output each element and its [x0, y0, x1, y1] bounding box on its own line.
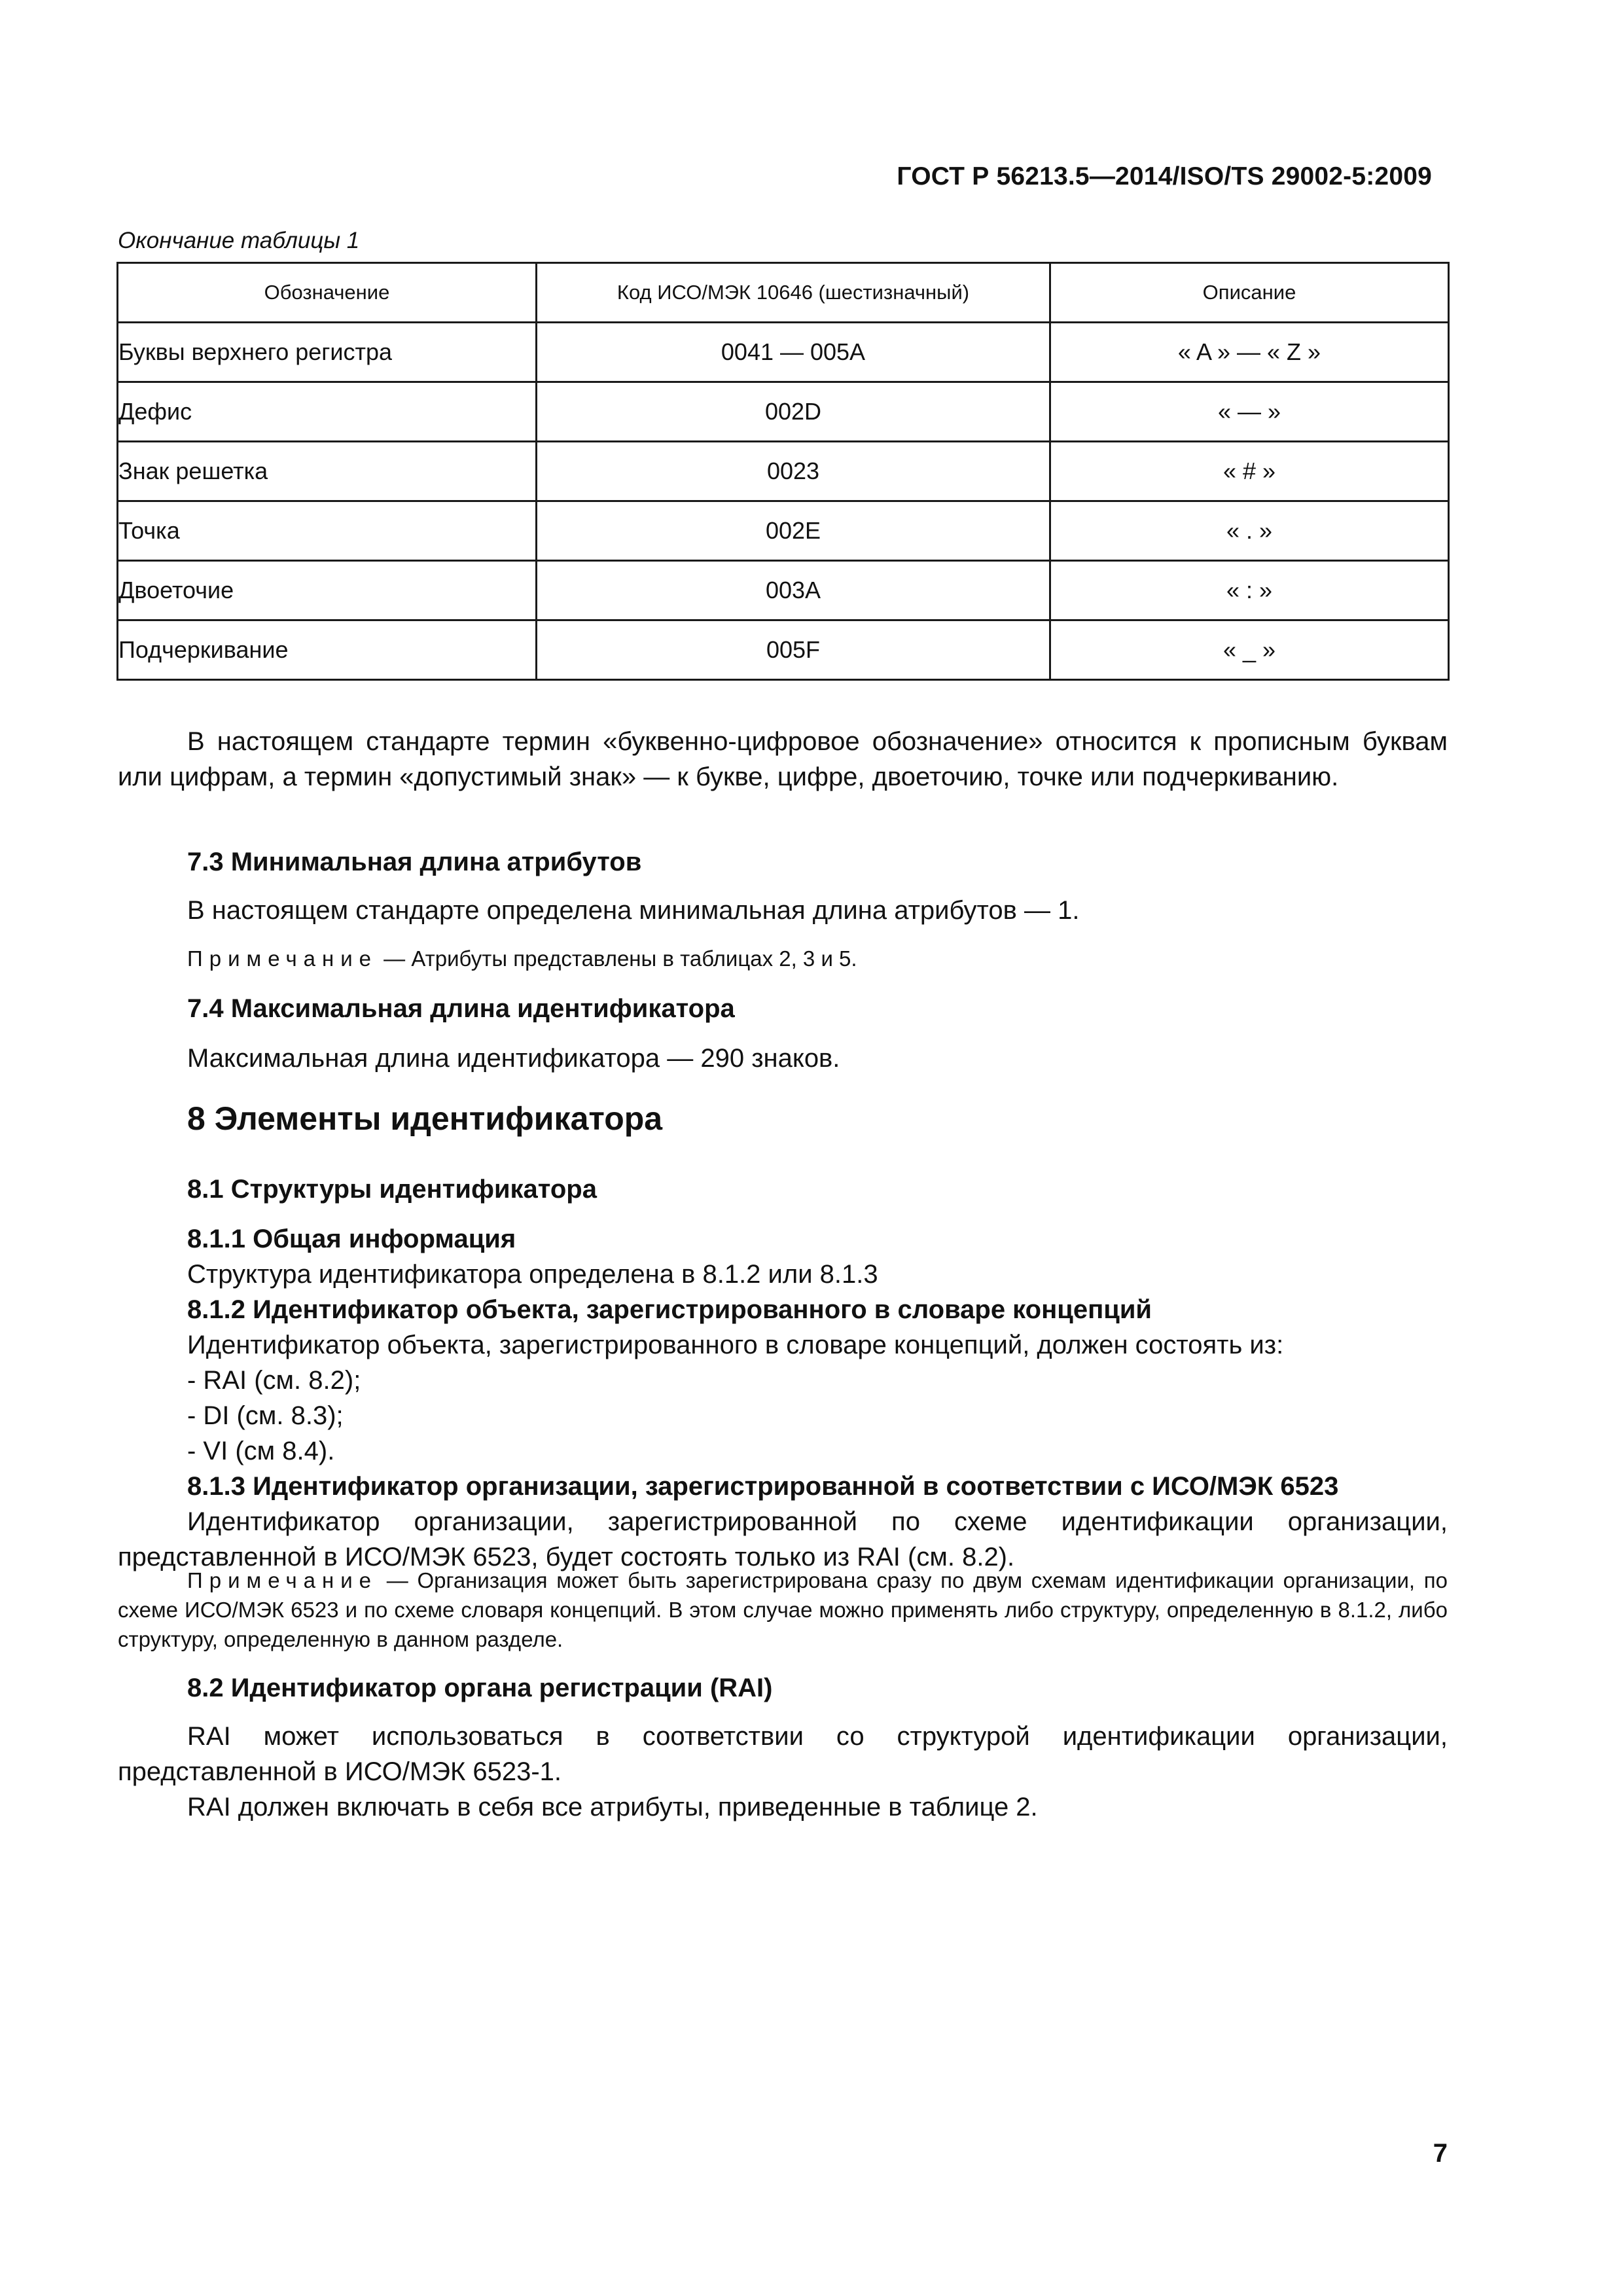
table-caption: Окончание таблицы 1	[118, 228, 360, 253]
code-cell: 0023	[537, 442, 1050, 501]
note-label: Примечание	[187, 946, 378, 971]
section-8-2-text-a: RAI может использоваться в соответствии со структурой идентификации организации, представленной в ИСО/МЭК 6523-1.	[118, 1722, 1448, 1786]
table-row	[118, 382, 1449, 442]
designation-cell: Двоеточие	[118, 561, 537, 620]
section-8-2-content	[118, 1719, 1448, 1825]
description-cell: « : »	[1050, 561, 1449, 620]
section-8-1-1-text: Структура идентификатора определена в 8.1.2 или 8.1.3	[187, 1260, 878, 1289]
note-label: Примечание	[187, 1568, 378, 1592]
description-cell: « — »	[1050, 382, 1449, 442]
section-8-1-2-text: Идентификатор объекта, зарегистрированного в словаре концепций, должен состоять из:	[187, 1331, 1284, 1359]
section-7-3-text-block	[118, 893, 1448, 928]
section-7-3-heading: 7.3 Минимальная длина атрибутов	[187, 848, 642, 876]
section-8-1-heading: 8.1 Структуры идентификатора	[187, 1175, 597, 1204]
column-header-designation: Обозначение	[118, 263, 537, 323]
section-8-1-3-text: Идентификатор организации, зарегистрированной по схеме идентификации организации, представленной в ИСО/МЭК 6523, будет состоять только из RAI (см. 8.2).	[118, 1507, 1448, 1571]
section-7-4-heading: 7.4 Максимальная длина идентификатора	[187, 994, 735, 1023]
description-cell: « _ »	[1050, 620, 1449, 680]
section-8-heading: 8 Элементы идентификатора	[187, 1100, 663, 1137]
note-text: — Атрибуты представлены в таблицах 2, 3 и 5.	[378, 946, 857, 971]
section-8-1-3-heading: 8.1.3 Идентификатор организации, зарегистрированной в соответствии с ИСО/МЭК 6523	[187, 1472, 1339, 1501]
section-7-3-text: В настоящем стандарте определена минимальная длина атрибутов — 1.	[187, 896, 1080, 925]
section-8-2-heading-block	[118, 1670, 1448, 1706]
list-item: - RAI (см. 8.2);	[187, 1366, 361, 1395]
section-7-3-heading-block	[118, 844, 1448, 880]
section-8-1-content	[118, 1221, 1448, 1575]
terms-paragraph-block	[118, 724, 1448, 795]
section-8-1-1-heading: 8.1.1 Общая информация	[187, 1225, 516, 1253]
table-row	[118, 442, 1449, 501]
code-cell: 003A	[537, 561, 1050, 620]
designation-cell: Точка	[118, 501, 537, 561]
description-cell: « A » — « Z »	[1050, 323, 1449, 382]
section-8-1-2-heading: 8.1.2 Идентификатор объекта, зарегистрированного в словаре концепций	[187, 1295, 1152, 1324]
column-header-description: Описание	[1050, 263, 1449, 323]
section-8-heading-block	[118, 1101, 1448, 1136]
section-7-4-text-block	[118, 1041, 1448, 1076]
section-8-1-3-note-block	[118, 1566, 1448, 1654]
section-8-1-heading-block	[118, 1172, 1448, 1207]
section-7-3-note-block	[118, 944, 1448, 973]
section-8-2-text-b: RAI должен включать в себя все атрибуты, приведенные в таблице 2.	[187, 1793, 1038, 1821]
section-7-3-note	[118, 944, 1448, 973]
list-item: - VI (см 8.4).	[187, 1437, 335, 1465]
code-cell: 002E	[537, 501, 1050, 561]
description-cell: « . »	[1050, 501, 1449, 561]
designation-cell: Буквы верхнего регистра	[118, 323, 537, 382]
column-header-code: Код ИСО/МЭК 10646 (шестизначный)	[537, 263, 1050, 323]
section-8-2-heading: 8.2 Идентификатор органа регистрации (RAI)	[187, 1674, 773, 1702]
standard-code: ГОСТ Р 56213.5—2014/ISO/TS 29002-5:2009	[897, 162, 1432, 190]
symbols-table	[116, 262, 1450, 681]
table-row	[118, 323, 1449, 382]
table-row	[118, 561, 1449, 620]
section-7-4-heading-block	[118, 991, 1448, 1026]
table-row	[118, 620, 1449, 680]
list-item: - DI (см. 8.3);	[187, 1401, 344, 1430]
table-header-row	[118, 263, 1449, 323]
designation-cell: Знак решетка	[118, 442, 537, 501]
table-row	[118, 501, 1449, 561]
note-text: — Организация может быть зарегистрирована сразу по двум схемам идентификации организации, по схеме ИСО/МЭК 6523 и по схеме словаря концепций. В этом случае можно применять либо структуру, определенную в 8.1.2, либо структуру, определенную в данном разделе.	[118, 1568, 1448, 1651]
terms-paragraph: В настоящем стандарте термин «буквенно-цифровое обозначение» относится к прописным буквам или цифрам, а термин «допустимый знак» — к букве, цифре, двоеточию, точке или подчеркиванию.	[118, 727, 1448, 791]
code-cell: 0041 — 005A	[537, 323, 1050, 382]
page-number: 7	[1433, 2139, 1448, 2168]
designation-cell: Подчеркивание	[118, 620, 537, 680]
section-8-1-3-note	[118, 1566, 1448, 1654]
code-cell: 005F	[537, 620, 1050, 680]
designation-cell: Дефис	[118, 382, 537, 442]
code-cell: 002D	[537, 382, 1050, 442]
section-7-4-text: Максимальная длина идентификатора — 290 знаков.	[187, 1044, 840, 1073]
description-cell: « # »	[1050, 442, 1449, 501]
